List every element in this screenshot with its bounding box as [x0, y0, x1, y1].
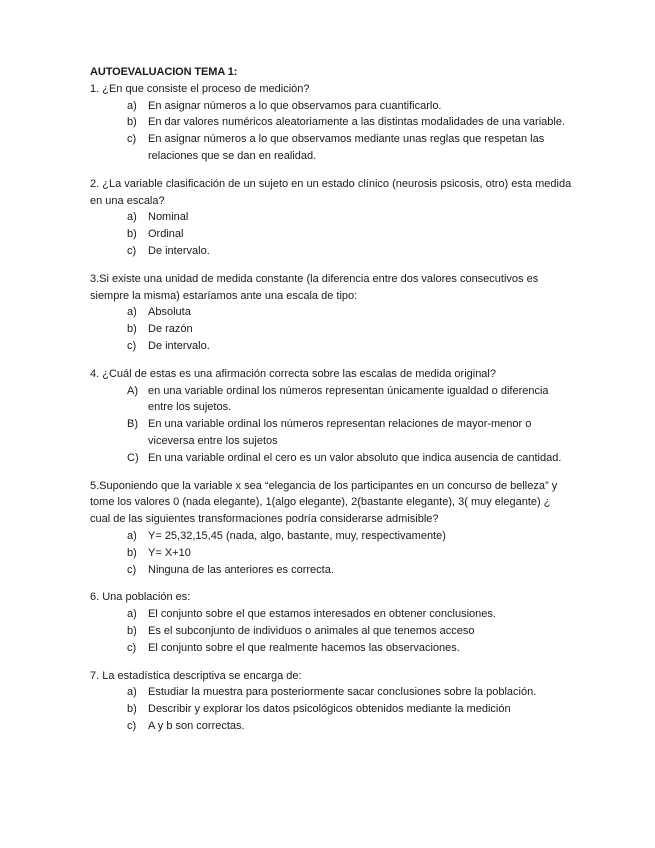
- option-text: Ordinal: [148, 228, 184, 241]
- option-letter: a): [127, 608, 137, 621]
- option-letter: c): [127, 641, 137, 654]
- question-block: [90, 271, 572, 355]
- option-text: Estudiar la muestra para posteriormente sacar conclusiones sobre la población.: [148, 686, 537, 699]
- option-list: [90, 606, 572, 656]
- document-content: [90, 64, 575, 735]
- option-row: [90, 718, 572, 735]
- question-text: 3.Si existe una unidad de medida constante (la diferencia entre dos valores consecutivos es siempre la misma) estaríamos ante una escala de tipo:: [90, 272, 542, 302]
- option-text: Absoluta: [148, 306, 191, 319]
- option-text: Y= X+10: [148, 546, 191, 559]
- option-text: De razón: [148, 323, 193, 336]
- option-row: [90, 114, 572, 131]
- option-row: [90, 131, 572, 165]
- option-row: [90, 528, 572, 545]
- question-block: [90, 176, 575, 260]
- question-text: 2. ¿La variable clasificación de un sujeto en un estado clínico (neurosis psicosis, otro) esta medida en una escala?: [90, 177, 575, 207]
- option-text: De intervalo.: [148, 339, 210, 352]
- option-letter: a): [127, 99, 137, 112]
- option-text: Ninguna de las anteriores es correcta.: [148, 563, 334, 576]
- option-text: En una variable ordinal los números representan relaciones de mayor-menor o viceversa entre los sujetos: [148, 418, 532, 447]
- option-row: [90, 416, 572, 450]
- option-text: en una variable ordinal los números representan únicamente igualdad o diferencia entre los sujetos.: [148, 384, 549, 414]
- question-text: 1. ¿En que consiste el proceso de medición?: [90, 82, 310, 95]
- option-row: [90, 243, 572, 260]
- option-letter: a): [127, 529, 137, 542]
- document-title: AUTOEVALUACION TEMA 1:: [90, 66, 238, 78]
- question-text: 5.Suponiendo que la variable x sea “elegancia de los participantes en un concurso de belleza” y tome los valores 0 (nada elegante), 1(algo elegante), 2(bastante elegante), 3( muy elegante) ¿ cual de las siguientes transformaciones podría considerarse admisible?: [90, 479, 561, 526]
- option-list: [90, 98, 572, 165]
- question-list: [90, 81, 575, 735]
- option-row: [90, 701, 572, 718]
- option-letter: b): [127, 546, 137, 559]
- option-text: Describir y explorar los datos psicológicos obtenidos mediante la medición: [148, 703, 511, 716]
- question-text: 6. Una población es:: [90, 591, 191, 604]
- option-letter: c): [127, 339, 137, 352]
- option-text: En asignar números a lo que observamos para cuantificarlo.: [148, 99, 442, 112]
- option-letter: b): [127, 323, 137, 336]
- option-letter: A): [127, 384, 138, 397]
- option-row: [90, 684, 572, 701]
- question-block: [90, 81, 572, 165]
- option-text: Es el subconjunto de individuos o animales al que tenemos acceso: [148, 624, 475, 637]
- option-row: [90, 383, 572, 417]
- option-row: [90, 562, 572, 579]
- option-list: [90, 209, 572, 259]
- option-letter: a): [127, 211, 137, 224]
- option-letter: B): [127, 418, 138, 431]
- option-list: [90, 383, 572, 467]
- option-row: [90, 209, 572, 226]
- option-text: En una variable ordinal el cero es un valor absoluto que indica ausencia de cantidad.: [148, 451, 562, 464]
- option-row: [90, 98, 572, 115]
- question-block: [90, 478, 572, 579]
- question-block: [90, 668, 572, 735]
- option-text: Nominal: [148, 211, 189, 224]
- option-letter: b): [127, 228, 137, 241]
- option-row: [90, 321, 572, 338]
- option-row: [90, 640, 572, 657]
- option-text: De intervalo.: [148, 244, 210, 257]
- question-block: [90, 366, 572, 467]
- option-letter: a): [127, 306, 137, 319]
- option-list: [90, 684, 572, 734]
- option-letter: C): [127, 451, 139, 464]
- option-row: [90, 450, 572, 467]
- option-text: A y b son correctas.: [148, 719, 245, 732]
- option-row: [90, 226, 572, 243]
- option-text: El conjunto sobre el que estamos interesados en obtener conclusiones.: [148, 608, 496, 621]
- option-letter: c): [127, 719, 137, 732]
- option-letter: c): [127, 133, 137, 146]
- option-letter: c): [127, 244, 137, 257]
- option-letter: b): [127, 116, 137, 129]
- option-list: [90, 528, 572, 578]
- option-text: El conjunto sobre el que realmente hacemos las observaciones.: [148, 641, 460, 654]
- option-letter: b): [127, 624, 137, 637]
- option-row: [90, 606, 572, 623]
- option-row: [90, 338, 572, 355]
- option-row: [90, 304, 572, 321]
- option-text: En asignar números a lo que observamos mediante unas reglas que respetan las relaciones que se dan en realidad.: [148, 133, 545, 162]
- option-letter: b): [127, 703, 137, 716]
- option-row: [90, 623, 572, 640]
- question-block: [90, 589, 572, 656]
- option-text: En dar valores numéricos aleatoriamente a las distintas modalidades de una variable.: [148, 116, 566, 129]
- question-text: 4. ¿Cuál de estas es una afirmación correcta sobre las escalas de medida original?: [90, 367, 496, 380]
- option-row: [90, 545, 572, 562]
- option-letter: c): [127, 563, 137, 576]
- option-letter: a): [127, 686, 137, 699]
- option-list: [90, 304, 572, 354]
- option-text: Y= 25,32,15,45 (nada, algo, bastante, muy, respectivamente): [148, 529, 446, 542]
- question-text: 7. La estadística descriptiva se encarga de:: [90, 669, 302, 682]
